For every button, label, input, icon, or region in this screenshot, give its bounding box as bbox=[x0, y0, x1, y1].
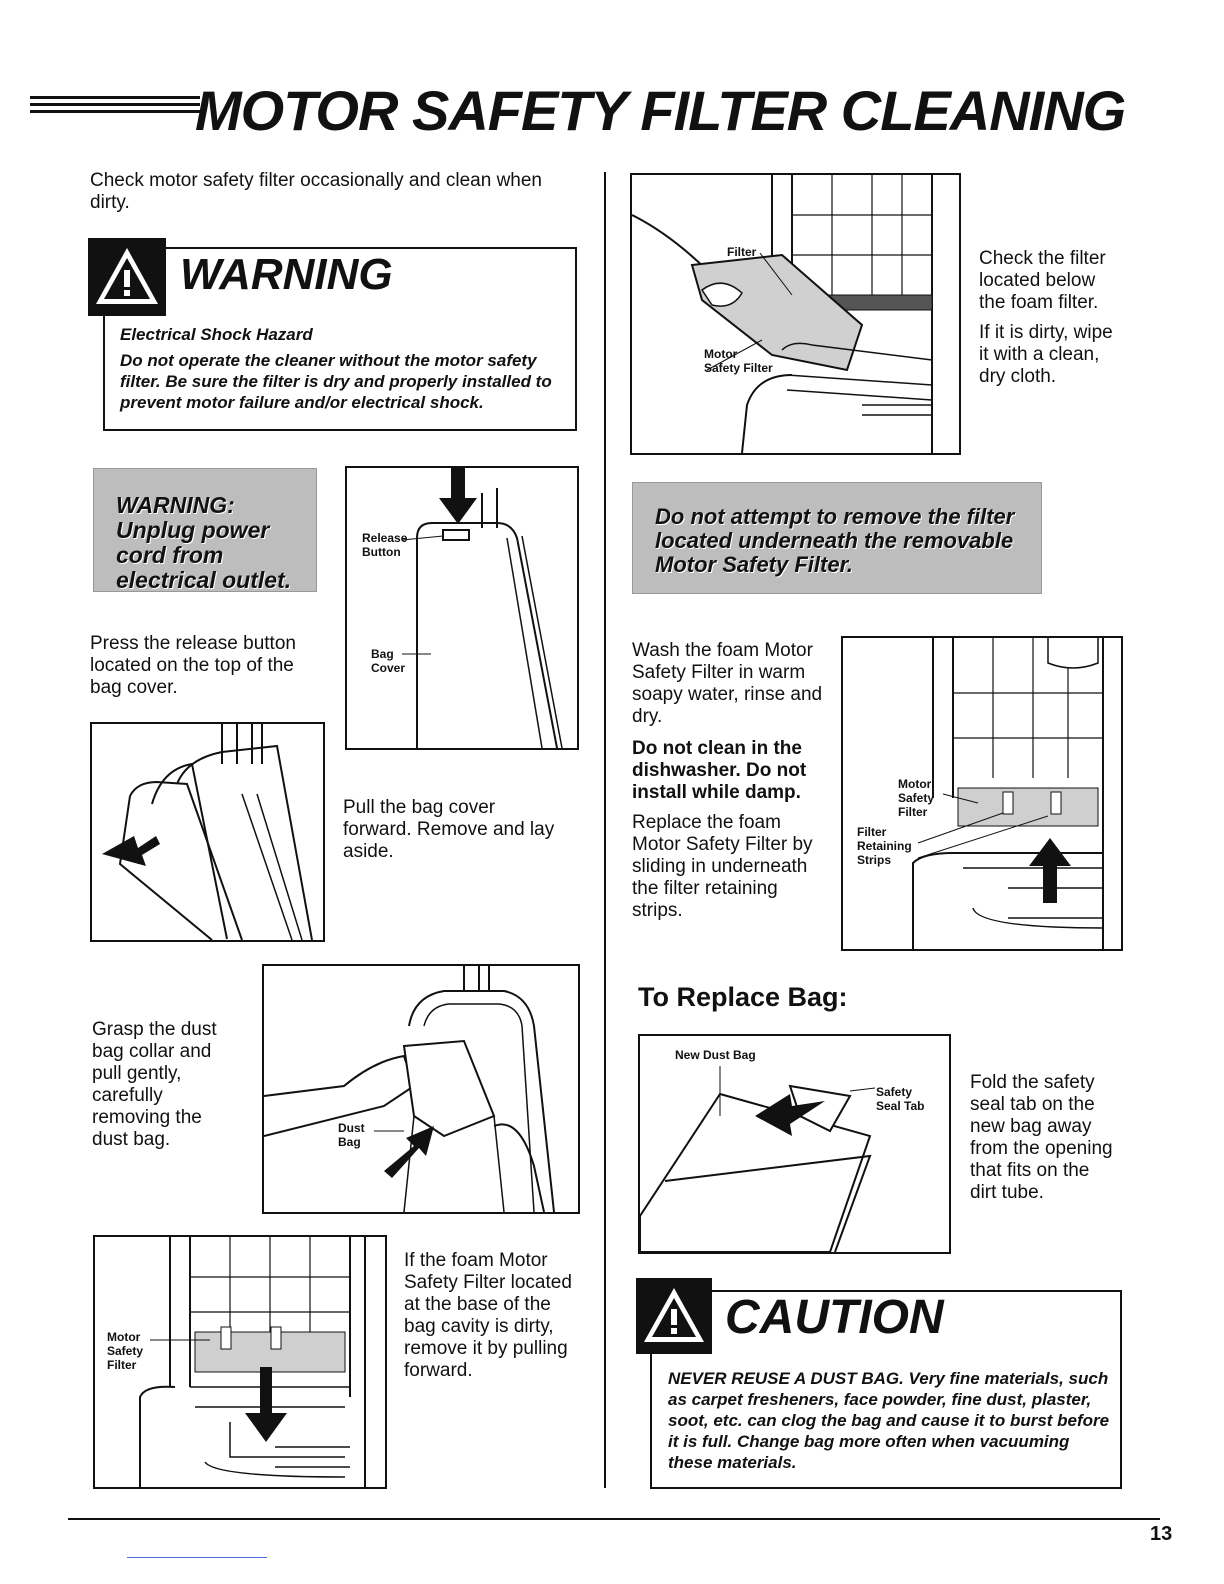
title-rule-lines bbox=[30, 96, 200, 122]
label-motor-safety-filter-left: Motor Safety Filter bbox=[107, 1330, 144, 1372]
label-release-button: Release Button bbox=[362, 531, 408, 559]
replace-bag-heading: To Replace Bag: bbox=[638, 982, 848, 1012]
step-remove-filter: If the foam Motor Safety Filter located at the base of the bag cavity is dirty, remove it by pulling forward. bbox=[404, 1250, 572, 1381]
dust-bag-illustration bbox=[264, 966, 578, 1212]
column-divider bbox=[604, 172, 606, 1488]
label-motor-safety-filter-right: Motor Safety Filter bbox=[898, 777, 935, 819]
figure-release-button bbox=[345, 466, 579, 750]
step-release: Press the release button located on the top of the bag cover. bbox=[90, 633, 296, 698]
label-filter-retaining-strips: Filter Retaining Strips bbox=[857, 825, 912, 867]
bag-cover-illustration bbox=[92, 724, 323, 940]
warning-subheading: Electrical Shock Hazard bbox=[120, 325, 313, 344]
label-filter: Filter bbox=[727, 245, 757, 259]
page-title: MOTOR SAFETY FILTER CLEANING bbox=[195, 79, 1126, 142]
figure-dust-bag bbox=[262, 964, 580, 1214]
step-grasp: Grasp the dust bag collar and pull gently, carefully removing the dust bag. bbox=[92, 1019, 217, 1150]
caution-icon bbox=[636, 1278, 712, 1354]
warning-icon bbox=[88, 238, 166, 316]
blue-underline bbox=[127, 1557, 267, 1558]
step-wash: Wash the foam Motor Safety Filter in warm soapy water, rinse and dry. bbox=[632, 640, 823, 727]
check-filter-illustration bbox=[632, 175, 959, 453]
caution-heading: CAUTION bbox=[725, 1291, 944, 1344]
step-pull: Pull the bag cover forward. Remove and lay aside. bbox=[343, 797, 555, 862]
label-bag-cover: Bag Cover bbox=[371, 647, 406, 675]
figure-replace-filter bbox=[841, 636, 1123, 951]
label-new-dust-bag: New Dust Bag bbox=[675, 1048, 756, 1062]
label-motor-safety-filter-top: Motor Safety Filter bbox=[704, 347, 773, 375]
caution-body: NEVER REUSE A DUST BAG. Very fine materials, such as carpet fresheners, face powder, fine dust, plaster, soot, etc. can clog the bag and cause it to burst before it is full. Change bag more often when vacuuming these materials. bbox=[668, 1369, 1110, 1472]
figure-new-bag bbox=[638, 1034, 951, 1254]
step-replace: Replace the foam Motor Safety Filter by sliding in underneath the filter retaining strips. bbox=[632, 812, 813, 921]
label-safety-seal-tab: Safety Seal Tab bbox=[876, 1085, 925, 1113]
intro-text: Check motor safety filter occasionally and clean when dirty. bbox=[90, 170, 543, 213]
unplug-notice-panel bbox=[93, 468, 317, 592]
figure-pull-cover bbox=[90, 722, 325, 942]
footer-rule bbox=[68, 1518, 1160, 1520]
replace-filter-illustration bbox=[843, 638, 1121, 949]
figure-check-filter bbox=[630, 173, 961, 455]
do-not-remove-notice: Do not attempt to remove the filter located underneath the removable Motor Safety Filter. bbox=[655, 504, 1015, 577]
warning-heading: WARNING bbox=[180, 250, 393, 299]
new-bag-illustration bbox=[640, 1036, 949, 1252]
page-number: 13 bbox=[1150, 1523, 1173, 1545]
warning-body: Do not operate the cleaner without the motor safety filter. Be sure the filter is dry and properly installed to prevent motor failure and/or electrical shock. bbox=[120, 351, 552, 412]
step-wash-warning: Do not clean in the dishwasher. Do not install while damp. bbox=[632, 738, 807, 803]
vacuum-top-illustration bbox=[347, 468, 577, 748]
step-fold: Fold the safety seal tab on the new bag away from the opening that fits on the dirt tube. bbox=[970, 1072, 1113, 1203]
unplug-notice: WARNING: Unplug power cord from electrical outlet. bbox=[116, 492, 292, 593]
step-check: Check the filter located below the foam filter. bbox=[979, 248, 1106, 313]
label-dust-bag: Dust Bag bbox=[338, 1121, 365, 1149]
step-wipe: If it is dirty, wipe it with a clean, dry cloth. bbox=[979, 322, 1113, 387]
do-not-remove-panel bbox=[632, 482, 1042, 594]
